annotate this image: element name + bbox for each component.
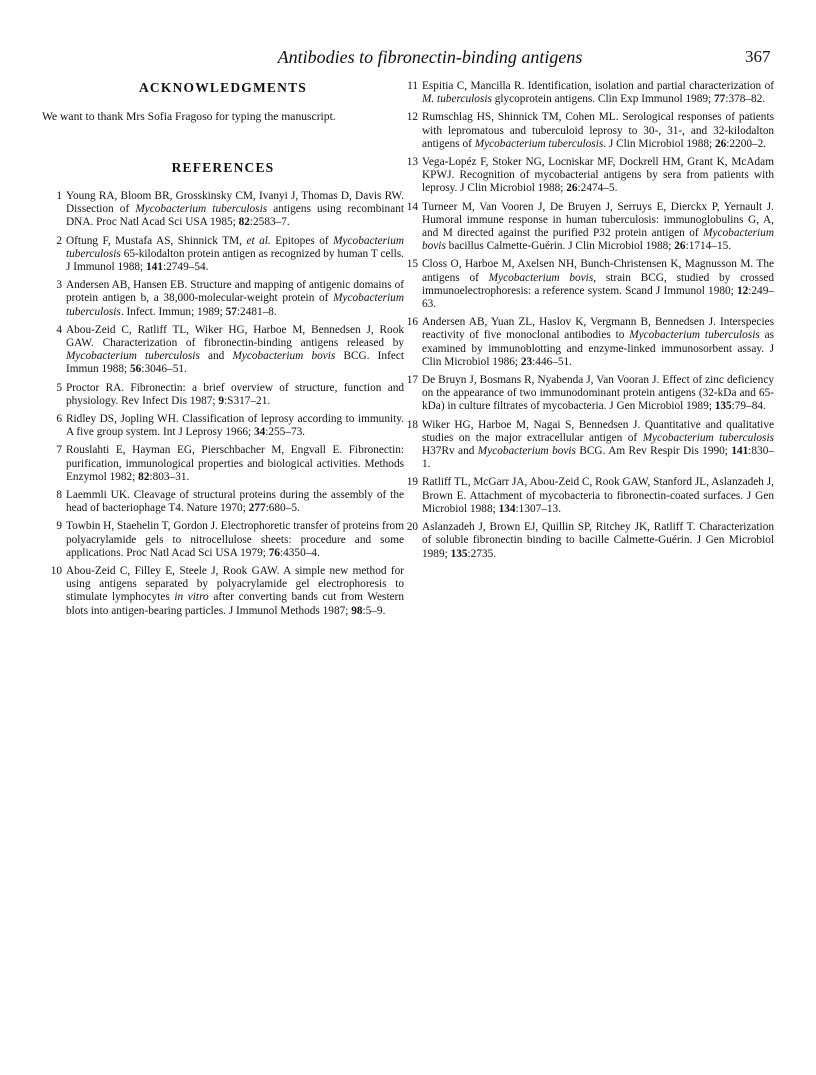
reference-ital: Mycobacterium bovis	[488, 271, 594, 284]
reference-number: 8	[56, 489, 62, 502]
references-heading: REFERENCES	[171, 160, 275, 175]
reference-item	[42, 324, 404, 377]
reference-ital: Mycobacterium tuberculosis	[66, 350, 200, 363]
reference-item	[42, 413, 404, 439]
reference-post: :79–84.	[731, 400, 766, 413]
reference-post: :830–1.	[422, 445, 774, 471]
reference-number: 13	[406, 156, 418, 169]
reference-vol: 141	[731, 445, 749, 458]
reference-vol: 98	[351, 604, 363, 617]
reference-number: 6	[56, 413, 62, 426]
reference-post: :2474–5.	[577, 182, 618, 195]
reference-post: :249–63.	[422, 284, 774, 311]
reference-item	[398, 201, 774, 254]
reference-mid: Epitopes of	[270, 234, 334, 247]
reference-pre: Wiker HG, Harboe M, Nagai S, Bennedsen J. Quantitative and qualitative studies on the major extracellular antigen of	[422, 418, 774, 444]
reference-mid2: 65-kilodalton protein antigen as recognized by human T cells. J Immunol 1988;	[66, 247, 404, 274]
reference-pre: Turneer M, Van Vooren J, De Bruyen J, Serruys E, Dierckx P, Yernault J. Humoral immune response in human tuberculosis: immunoglobulins G, A, and M directed against the purified P32 protein antigen of	[422, 200, 774, 240]
reference-pre: Ridley DS, Jopling WH. Classification of leprosy according to immunity. A five group system. Int J Leprosy 1966;	[66, 413, 404, 439]
reference-number: 17	[406, 374, 418, 387]
reference-item	[42, 520, 404, 560]
reference-mid: as examined by immunoblotting and enzyme-linked immunosorbent assay. J Clin Microbiol 1986;	[422, 329, 774, 368]
reference-item	[398, 258, 774, 311]
reference-item	[42, 279, 404, 319]
reference-vol: 135	[450, 547, 468, 560]
reference-post: :S317–21.	[224, 394, 271, 407]
reference-post: :446–51.	[532, 355, 573, 368]
reference-ital: Mycobacterium bovis	[422, 227, 774, 253]
reference-post: :2200–2.	[726, 137, 767, 150]
reference-vol: 26	[674, 240, 686, 253]
reference-mid2: BCG. Am Rev Respir Dis 1990;	[575, 445, 732, 458]
reference-pre: Proctor RA. Fibronectin: a brief overview of structure, function and physiology. Rev Infect Dis 1987;	[66, 381, 404, 407]
acknowledgments-heading: ACKNOWLEDGMENTS	[138, 80, 308, 95]
reference-vol: 277	[248, 502, 266, 515]
reference-post: :255–73.	[265, 426, 306, 439]
reference-number: 11	[407, 80, 418, 92]
reference-vol: 23	[520, 355, 533, 368]
reference-pre: Rouslahti E, Hayman EG, Pierschbacher M, Engvall E. Fibronectin: purification, immunological properties and biological activities. Methods Enzymol 1982;	[66, 444, 404, 483]
reference-ital: et al.	[246, 234, 271, 247]
reference-pre: De Bruyn J, Bosmans R, Nyabenda J, Van Vooran J. Effect of zinc deficiency on the appearance of two immunodominant protein antigens (32-kDa and 65-kDa) in culture filtrates of mycobacteria. J Gen Microbiol 1989;	[422, 374, 774, 413]
reference-item	[398, 111, 774, 151]
reference-post: :1307–13.	[515, 502, 562, 515]
reference-number: 9	[56, 520, 62, 533]
reference-pre: Laemmli UK. Cleavage of structural proteins during the assembly of the head of bacteriophage T4. Nature 1970;	[66, 489, 404, 515]
reference-mid: bacillus Calmette-Guérin. J Clin Microbiol 1988;	[445, 240, 675, 253]
reference-mid: and	[199, 350, 233, 363]
reference-pre: Abou-Zeid C, Filley E, Steele J, Rook GAW. A simple new method for using antigens separated by polyacrylamide gel electrophoresis to stimulate lymphocytes	[66, 565, 404, 604]
left-column	[42, 80, 404, 623]
reference-item	[398, 476, 774, 516]
reference-mid: . Infect. Immun; 1989;	[120, 305, 226, 318]
reference-number: 12	[406, 111, 418, 124]
reference-item	[398, 80, 774, 106]
acknowledgments-text: We want to thank Mrs Sofia Fragoso for typing the manuscript.	[42, 110, 336, 123]
reference-ital: Mycobacterium tuberculosis	[642, 431, 774, 444]
reference-vol: 141	[146, 261, 163, 274]
reference-pre: Rumschlag HS, Shinnick TM, Cohen ML. Serological responses of patients with lepromatous and tuberculoid leprosy to 30-, 31-, and 32-kilodalton antigens of	[422, 111, 774, 150]
reference-post: :2735.	[467, 547, 497, 560]
reference-number: 20	[406, 521, 418, 534]
page-number: 367	[745, 47, 771, 66]
reference-number: 3	[56, 279, 62, 292]
reference-number: 14	[406, 200, 418, 213]
reference-vol: 82	[238, 216, 250, 229]
reference-mid: glycoprotein antigens. Clin Exp Immunol 1989;	[491, 93, 715, 106]
reference-post: :2481–8.	[236, 305, 277, 318]
reference-pre: Andersen AB, Hansen EB. Structure and mapping of antigenic domains of protein antigen b, a 38,000-molecular-weight protein of	[66, 279, 404, 305]
reference-item	[42, 190, 404, 230]
reference-vol: 135	[714, 400, 732, 413]
reference-vol: 26	[566, 182, 578, 195]
reference-pre: Espitia C, Mancilla R. Identification, isolation and partial characterization of	[422, 80, 774, 92]
reference-ital: Mycobacterium tuberculosis	[66, 292, 404, 318]
reference-post: :2749–54.	[162, 261, 209, 274]
reference-number: 10	[50, 565, 62, 578]
reference-pre: Vega-Lopéz F, Stoker NG, Locniskar MF, Dockrell HM, Grant K, McAdam KPWJ. Recognition of mycobacterial antigens by sera from patients with leprosy. J Clin Microbiol 1988;	[422, 156, 774, 195]
reference-vol: 26	[714, 137, 727, 150]
reference-vol: 12	[736, 284, 749, 297]
reference-ital2: Mycobacterium bovis	[477, 445, 576, 458]
reference-list-right	[398, 80, 774, 561]
reference-post: :3046–51.	[141, 363, 187, 376]
running-head: Antibodies to fibronectin-binding antigens	[277, 47, 583, 67]
reference-vol: 9	[218, 394, 225, 407]
reference-ital2: Mycobacterium tuberculosis	[66, 234, 405, 260]
reference-ital: Mycobacterium tuberculosis	[629, 329, 760, 342]
reference-list-left	[42, 190, 404, 618]
reference-ital: Mycobacterium tuberculosis	[135, 203, 268, 216]
reference-mid: , strain BCG, studied by crossed immunoelectrophoresis: a reference system. Scand J Immunol 1980;	[422, 271, 775, 297]
reference-item	[42, 382, 404, 408]
reference-item	[42, 444, 404, 484]
reference-number: 2	[56, 234, 62, 247]
reference-ital: Mycobacterium tuberculosis	[474, 137, 604, 150]
reference-item	[398, 156, 774, 196]
reference-vol: 76	[268, 546, 280, 559]
reference-post: :5–9.	[362, 604, 386, 617]
reference-pre: Abou-Zeid C, Ratliff TL, Wiker HG, Harboe M, Bennedsen J, Rook GAW. Characterization of fibronectin-binding antigens released by	[66, 323, 404, 350]
reference-post: :803–31.	[149, 470, 190, 483]
reference-post: :680–5.	[265, 502, 300, 515]
reference-item	[42, 489, 404, 515]
reference-mid: antigens using recombinant DNA. Proc Natl Acad Sci USA 1985;	[66, 203, 405, 229]
reference-pre: Ratliff TL, McGarr JA, Abou-Zeid C, Rook GAW, Stanford JL, Aslanzadeh J, Brown E. Attachment of mycobacteria to fibronectin-coated surfaces. J Gen Microbiol 1988;	[422, 476, 774, 515]
reference-post: :378–82.	[725, 93, 766, 106]
reference-vol: 134	[498, 502, 516, 515]
reference-ital: M. tuberculosis	[422, 93, 492, 106]
reference-number: 4	[56, 323, 62, 336]
reference-pre: Oftung F, Mustafa AS, Shinnick TM,	[66, 234, 247, 247]
reference-number: 18	[406, 418, 418, 431]
reference-number: 5	[56, 381, 62, 394]
reference-post: :1714–15.	[685, 240, 732, 253]
reference-pre: Young RA, Bloom BR, Grosskinsky CM, Ivanyi J, Thomas D, Davis RW. Dissection of	[66, 190, 404, 216]
reference-pre: Towbin H, Staehelin T, Gordon J. Electrophoretic transfer of proteins from polyacrylamide gels to nitrocellulose sheets: procedure and some applications. Proc Natl Acad Sci USA 1979;	[66, 520, 404, 559]
reference-number: 16	[406, 316, 418, 329]
reference-vol: 34	[253, 426, 266, 439]
reference-post: :4350–4.	[280, 546, 320, 559]
reference-vol: 77	[714, 93, 726, 106]
reference-item	[398, 521, 774, 561]
reference-item	[398, 374, 774, 414]
reference-vol: 57	[225, 305, 237, 318]
reference-pre: Closs O, Harboe M, Axelsen NH, Bunch-Christensen K, Magnusson M. The antigens of	[422, 258, 774, 284]
reference-vol: 56	[130, 363, 142, 376]
reference-item	[42, 565, 404, 618]
reference-vol: 82	[138, 470, 150, 483]
reference-number: 15	[406, 258, 418, 271]
reference-post: :2583–7.	[249, 216, 290, 229]
reference-mid: H37Rv and	[422, 445, 478, 458]
reference-number: 1	[56, 190, 62, 202]
reference-pre: Aslanzadeh J, Brown EJ, Quillin SP, Ritchey JK, Ratliff T. Characterization of soluble fibronectin binding to bacille Calmette-Guérin. J Gen Microbiol 1989;	[422, 521, 774, 560]
reference-item	[42, 235, 404, 275]
right-column	[398, 80, 774, 566]
reference-ital: in vitro	[174, 591, 209, 604]
reference-mid2: BCG. Infect Immun 1988;	[66, 350, 404, 376]
reference-mid: . J Clin Microbiol 1988;	[603, 137, 715, 150]
reference-item	[398, 419, 774, 472]
reference-mid: after converting bands cut from Western blots into antigen-bearing particles. J Immunol Methods 1987;	[66, 591, 405, 617]
reference-number: 7	[56, 444, 62, 457]
reference-item	[398, 316, 774, 369]
reference-number: 19	[406, 476, 418, 489]
reference-ital2: Mycobacterium bovis	[232, 350, 336, 363]
reference-pre: Andersen AB, Yuan ZL, Haslov K, Vergmann B, Bennedsen J. Interspecies reactivity of five monoclonal antibodies to	[422, 316, 774, 342]
